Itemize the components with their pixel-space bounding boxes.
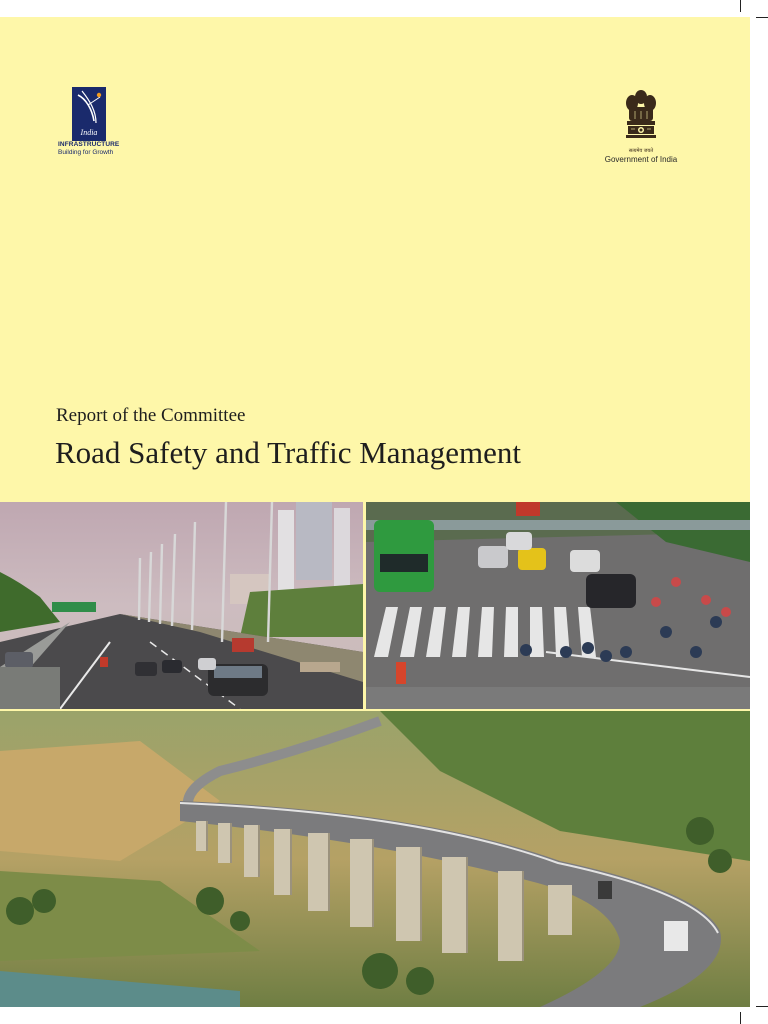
lion-capital-emblem-icon (621, 87, 661, 147)
government-of-india-logo (596, 87, 686, 164)
report-title: Road Safety and Traffic Management (55, 435, 522, 470)
india-infrastructure-emblem-icon (72, 87, 106, 141)
intersection-photo (366, 502, 750, 709)
government-of-india-caption: Government of India (604, 155, 678, 164)
india-infrastructure-logo (58, 87, 128, 157)
logo-line-infrastructure: INFRASTRUCTURE (58, 141, 120, 148)
emblem-motto: सत्यमेव जयते (628, 148, 654, 154)
crop-mark-top (740, 0, 741, 12)
report-subtitle: Report of the Committee (56, 405, 246, 426)
logo-mark-text: India (80, 128, 98, 137)
crop-mark-bottom (740, 1012, 741, 1024)
crop-mark-right-top (756, 17, 768, 18)
crop-mark-right-bottom (756, 1006, 768, 1007)
logo-line-tagline: Building for Growth (58, 149, 114, 156)
flyover-photo (0, 711, 750, 1007)
highway-photo (0, 502, 363, 709)
report-cover (0, 17, 750, 1007)
